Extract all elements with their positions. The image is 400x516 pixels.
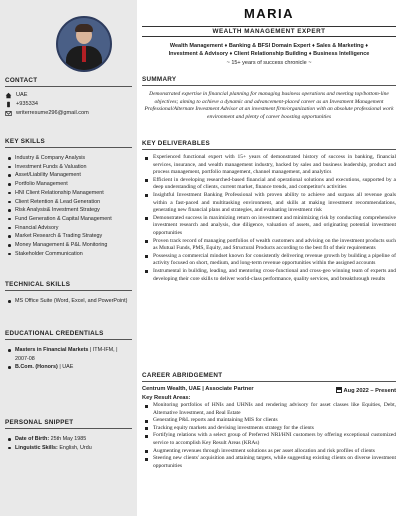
contact-location	[5, 91, 132, 100]
expertise-item: Banking & BFSI Domain Expert	[228, 43, 311, 49]
degree-name: Masters in Financial Markets	[15, 347, 89, 353]
career-section	[142, 372, 396, 470]
home-icon	[5, 92, 12, 99]
deliverables-heading: KEY DELIVERABLES	[142, 140, 396, 150]
personal-heading: PERSONAL SNIPPET	[5, 419, 132, 429]
education-item	[15, 363, 132, 372]
skill-item: Investment Funds & Valuation	[15, 163, 132, 172]
phone-icon	[5, 101, 12, 108]
job-dates	[336, 386, 396, 394]
skill-item: Industry & Company Analysis	[15, 154, 132, 163]
job-company: Centrum Wealth, UAE | Associate Partner	[142, 386, 254, 392]
sidebar	[0, 0, 137, 516]
contact-section	[5, 77, 132, 118]
phone-text: +935334	[16, 101, 38, 107]
kra-item: Steering new clients' acquisition and attaining targets, while suggesting existing clients on diverse investment opportunities	[153, 455, 396, 469]
skill-item: Stakeholder Communication	[15, 250, 132, 259]
profile-photo	[56, 16, 112, 72]
email-link[interactable]: writerresume296@gmail.com	[16, 110, 89, 116]
language-label: Linguistic Skills:	[15, 444, 58, 451]
job-dates-text: Aug 2022 – Present	[343, 388, 396, 394]
kra-label: Key Result Areas:	[142, 395, 191, 401]
skill-item: Money Management & P&L Monitoring	[15, 241, 132, 250]
skill-item: Market Research & Trading Strategy	[15, 232, 132, 241]
deliverables-section	[142, 140, 396, 283]
education-heading: EDUCATIONAL CREDENTIALS	[5, 330, 132, 340]
kra-item: Fortifying relations with a select group of Preferred NRI/HNI customers by offering exceptional customized service to accomplish Key Result Areas (KRAs)	[153, 432, 396, 446]
language-value: English, Urdu	[57, 444, 92, 451]
summary-text: Demonstrated expertise in financial planning for managing business operations and meeting top/bottom-line objectives; aiming to achieve a dynamic and advancement-placed career as an Investment Management Professional/Alternate Investment Advisor at an investment firm/organization with an absolute professional work environment and plenty of career boosting opportunities	[144, 91, 394, 120]
skill-item: Risk Analysis& Investment Strategy	[15, 206, 132, 215]
deliverable-item: Demonstrated success in maximizing return on investment and minimizing risk by conducting comprehensive investment research and analysis, due diligence, valuation of assets, and originating potential investment opportunities	[153, 214, 396, 236]
location-text: UAE	[16, 92, 28, 98]
summary-section	[142, 76, 396, 121]
main-content	[142, 0, 396, 516]
deliverable-item: Efficient in developing researched-based financial and operational solutions and executions, supported by a deep understanding of clients, current market, finance trends, and competitor's activities	[153, 176, 396, 191]
deliverable-item: Proven track record of managing portfolios of wealth customers and advising on the investment products such as Mutual Funds, PMS, Equity, and Structural Products according to the best fit of their requirements	[153, 237, 396, 252]
expertise-item: Wealth Management	[169, 43, 223, 49]
education-item	[15, 346, 132, 363]
kra-item: Generating P&L reports and maintaining MIS for clients	[153, 417, 396, 425]
technical-skill-item: MS Office Suite (Word, Excel, and PowerPoint)	[15, 297, 132, 306]
deliverable-item: Instrumental in building, leading, and mentoring cross-functional and cross-geo winning team of experts and developing their core skills to deliver world-class performance, quality services, and breakthrough results	[153, 267, 396, 282]
career-heading: CAREER ABRIDGEMENT	[142, 372, 396, 382]
contact-email	[5, 109, 132, 118]
chronicle-tagline: ~ 15+ years of success chronicle ~	[226, 60, 312, 66]
skill-item: Asset/Liability Management	[15, 171, 132, 180]
contact-heading: CONTACT	[5, 77, 132, 87]
skill-item: Portfolio Management	[15, 180, 132, 189]
technical-skills-heading: TECHNICAL SKILLS	[5, 281, 132, 291]
degree-detail: | UAE	[57, 364, 74, 371]
skill-item: Fund Generation & Capital Management	[15, 215, 132, 224]
degree-detail: | ITM-IFM, | 2007-08	[15, 347, 118, 362]
deliverable-item: Possessing a commercial mindset known for consistently delivering revenue growth by building a pipeline of activity focused on short, medium, and long-term revenue opportunities within the assigned accounts	[153, 252, 396, 267]
dob-item	[15, 435, 132, 444]
job-header	[142, 386, 396, 394]
skill-item: HNI Client Relationship Management	[15, 189, 132, 198]
key-skills-section	[5, 138, 132, 258]
kra-item: Tracking equity markets and devising investments strategy for the clients	[153, 425, 396, 433]
deliverable-item: Insightful Investment Banking Professional with proven ability to achieve and surpass all revenue goals within a fast-paced and multitasking environment, and skills at making investment recommendations, generating new financial plans and strategies, and evaluating investment risk	[153, 191, 396, 214]
degree-name: B.Com. (Honors)	[15, 364, 58, 371]
expertise-item: Client Relationship Building	[233, 51, 308, 57]
skill-item: Financial Advisory	[15, 224, 132, 233]
calendar-icon	[336, 387, 342, 393]
deliverable-item: Experienced functional expert with 15+ years of demonstrated history of success in banking, financial services, insurance, and wealth management industry, backed by sales and business leadership, product and process management, portfolio management, channel management, and analytics	[153, 154, 396, 176]
expertise-item: Sales & Marketing	[316, 43, 364, 49]
summary-heading: SUMMARY	[142, 76, 396, 86]
expertise-line: Wealth Management ♦ Banking & BFSI Domain Expert ♦ Sales & Marketing ♦ Investment & Advisory ♦ Client Relationship Building ♦ Business Intelligence	[168, 43, 370, 57]
education-section	[5, 330, 132, 372]
kra-item: Augmenting revenues through investment solutions as per asset allocation and risk profiles of clients	[153, 448, 396, 456]
candidate-title: WEALTH MANAGEMENT EXPERT	[142, 26, 396, 37]
contact-phone	[5, 100, 132, 109]
expertise-item: Investment & Advisory	[168, 51, 229, 57]
key-skills-heading: KEY SKILLS	[5, 138, 132, 148]
dob-label: Date of Birth:	[15, 436, 50, 442]
personal-section	[5, 419, 132, 452]
skill-item: Client Retention & Lead Generation	[15, 198, 132, 207]
candidate-name: MARIA	[243, 6, 295, 21]
kra-item: Monitoring portfolios of HNIs and UHNIs and rendering advisory for asset classes like Equities, Debt, Alternative Investment, and Real Estate	[153, 402, 396, 416]
technical-skills-section	[5, 281, 132, 306]
dob-value: 25th May 1985	[49, 436, 87, 442]
expertise-item: Business Intelligence	[313, 51, 370, 57]
email-icon	[5, 110, 12, 117]
language-item	[15, 444, 132, 453]
